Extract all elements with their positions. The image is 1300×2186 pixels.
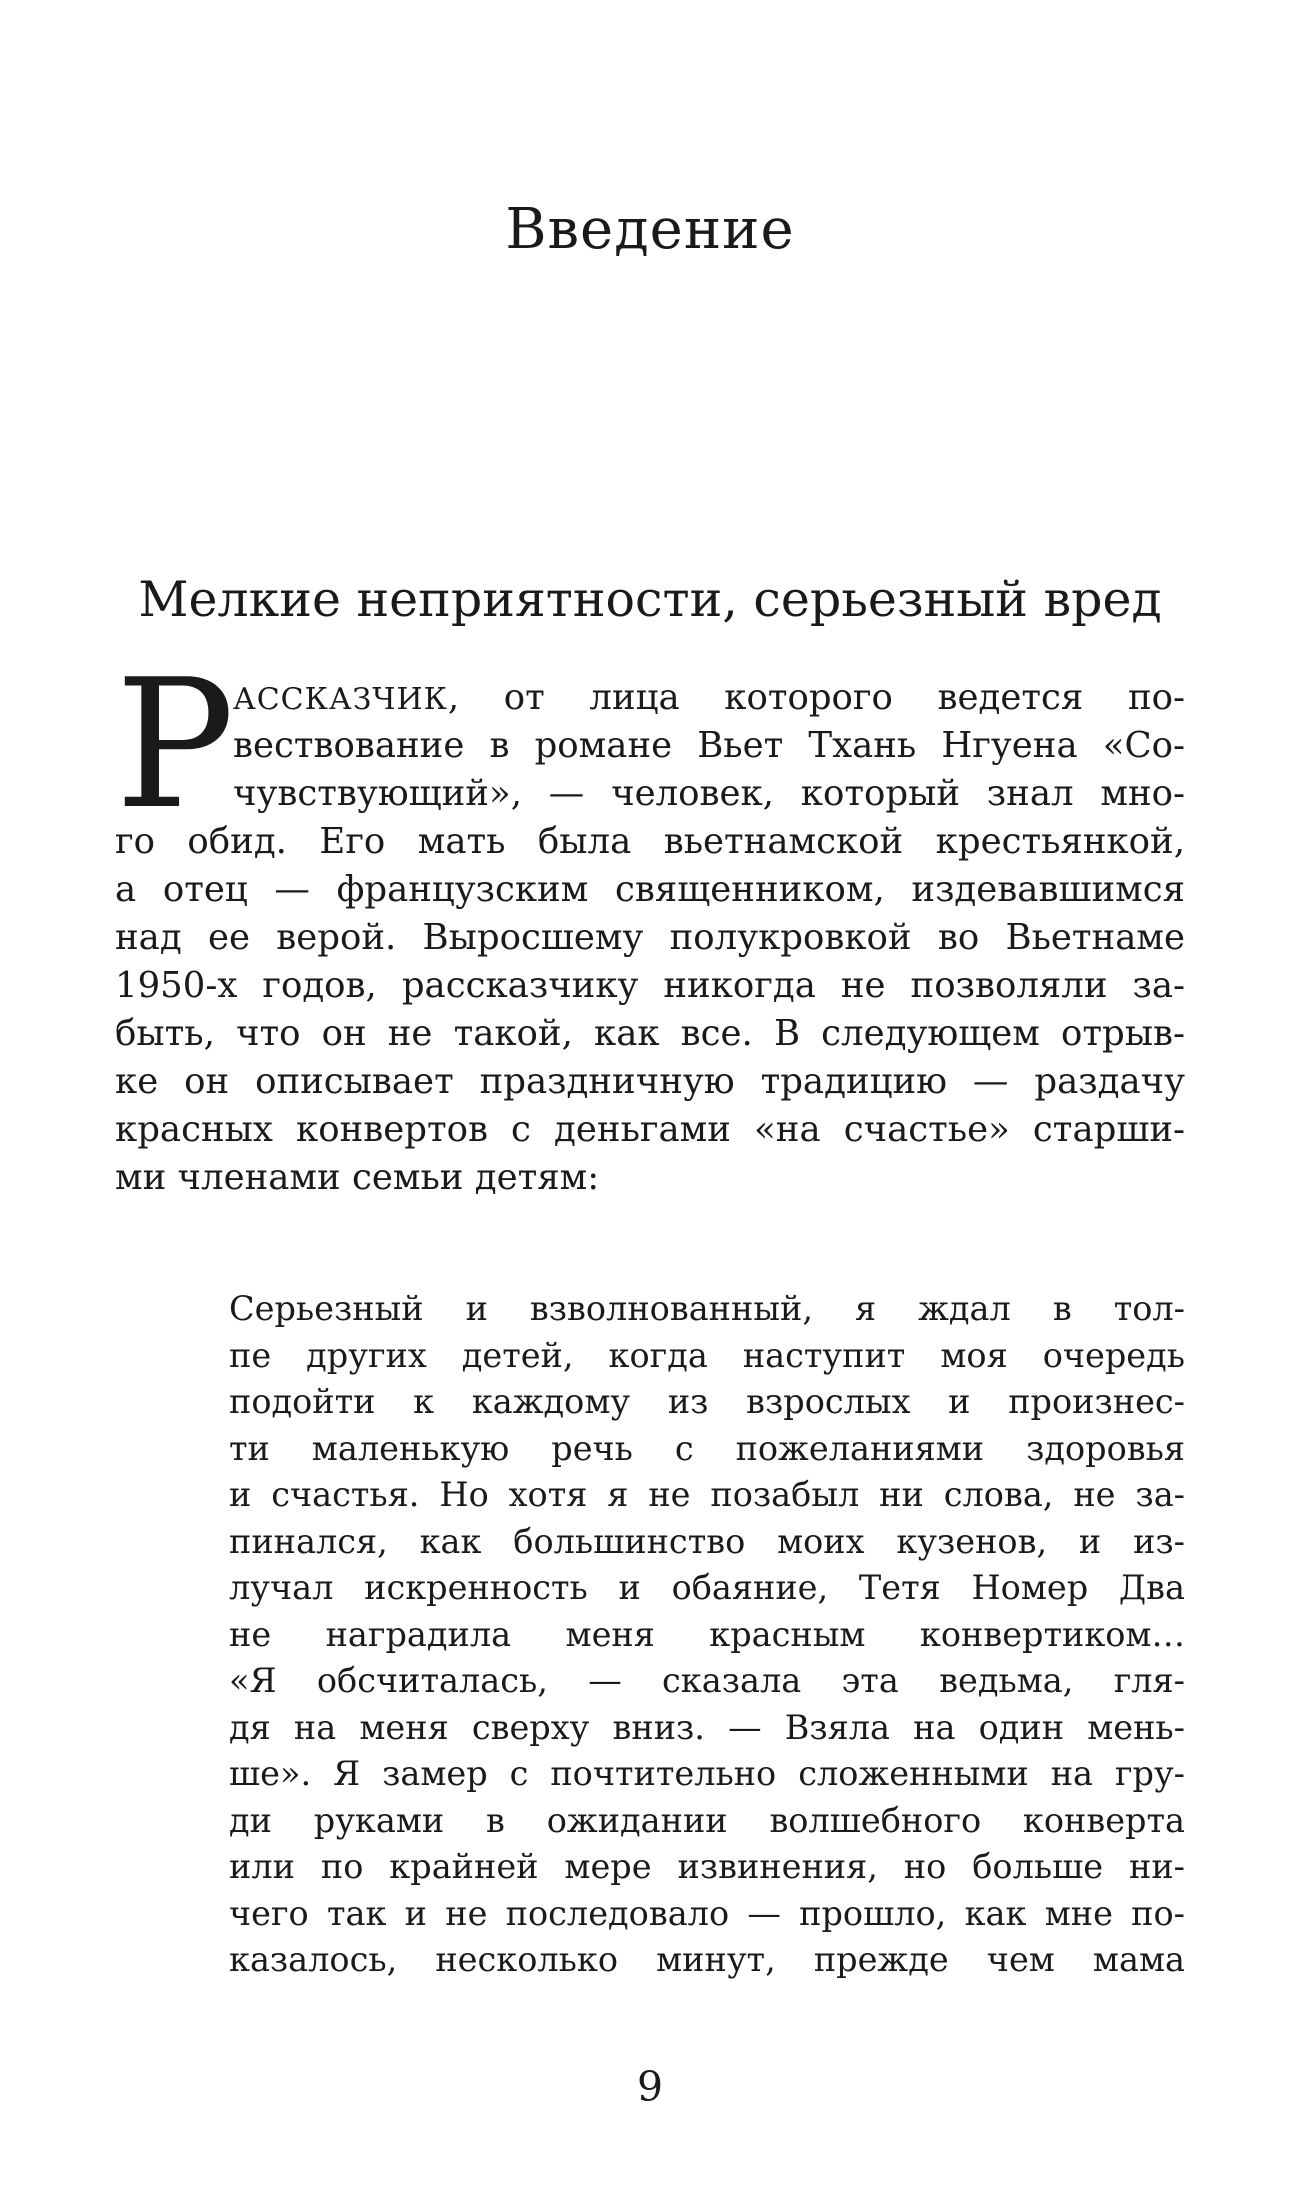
chapter-title: Введение [505,197,795,262]
quote-line: лучал искренность и обаяние, Тетя Номер Два [229,1568,1185,1607]
quote-line: или по крайней мере извинения, но больше ни- [229,1847,1185,1886]
quote-line: ти маленькую речь с пожеланиями здоровья [229,1428,1185,1468]
quote-line: дя на меня сверху вниз. — Взяла на один мень- [229,1707,1185,1747]
paragraph-line: ке он описывает праздничную традицию — раздачу [115,1061,1185,1102]
quote-line: чего так и не последовало — прошло, как мне по- [229,1893,1185,1933]
paragraph-line: го обид. Его мать была вьетнамской крестьянкой, [115,821,1185,862]
paragraph-line-text: , от лица которого ведется по- [447,677,1185,718]
quote-line: казалось, несколько минут, прежде чем мама [229,1940,1185,1979]
paragraph-line: ми членами семьи детям: [115,1157,600,1198]
quote-line: Серьезный и взволнованный, я ждал в тол- [229,1289,1185,1328]
paragraph-line: 1950-х годов, рассказчику никогда не позволяли за- [115,965,1185,1006]
quote-line: ше». Я замер с почтительно сложенными на гру- [229,1754,1185,1793]
quote-line: пе других детей, когда наступит моя очередь [229,1335,1185,1375]
paragraph-line: красных конвертов с деньгами «на счастье» старши- [115,1109,1185,1150]
section-title: Мелкие неприятности, серьезный вред [138,571,1162,628]
quote-line: подойти к каждому из взрослых и произнес- [229,1382,1185,1421]
quote-line: ди руками в ожидании волшебного конверта [229,1800,1185,1840]
paragraph-line: быть, что он не такой, как все. В следующем отрыв- [115,1013,1185,1054]
block-quote [229,1286,1185,1984]
paragraph-line: вествование в романе Вьет Тхань Нгуена «Со- [233,725,1185,766]
first-word-smallcaps: АССКАЗЧИК [233,682,448,717]
quote-line: и счастья. Но хотя я не позабыл ни слова, не за- [229,1475,1185,1514]
quote-line: не наградила меня красным конвертиком… [229,1614,1185,1654]
paragraph-line: над ее верой. Выросшему полукровкой во Вьетнаме [115,917,1185,958]
paragraph-line [115,674,1185,722]
drop-cap: Р [115,641,235,848]
paragraph-line: чувствующий», — человек, который знал мно- [233,773,1185,814]
page-number: 9 [636,2063,664,2111]
body-paragraph [115,641,1185,1202]
paragraph-line: а отец — французским священником, издевавшимся [115,869,1185,910]
quote-line: пинался, как большинство моих кузенов, и из- [229,1521,1185,1561]
quote-line: «Я обсчиталась, — сказала эта ведьма, гля- [229,1661,1185,1700]
